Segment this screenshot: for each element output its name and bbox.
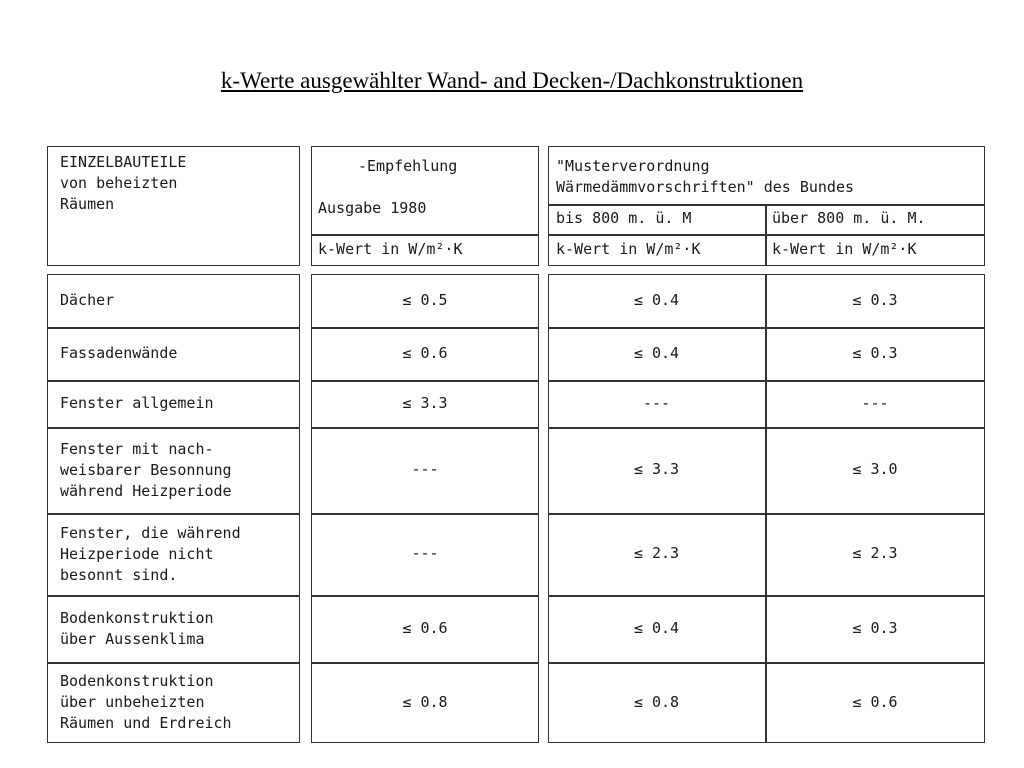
row-value: ≤ 0.6 — [402, 343, 448, 362]
header-altitude-low: bis 800 m. ü. M — [556, 209, 692, 227]
row-value: ≤ 3.0 — [852, 460, 898, 478]
row-label: Fenster mit nach- weisbarer Besonnung während Heizperiode — [60, 439, 232, 500]
row-divider — [311, 380, 539, 382]
page-title: k-Werte ausgewählter Wand- and Decken-/Dachkonstruktionen — [220, 68, 804, 93]
header-recommendation: -Empfehlung — [358, 157, 458, 175]
row-value: ≤ 2.3 — [633, 544, 680, 562]
row-label: Fenster, die während Heizperiode nicht besonnt sind. — [60, 523, 241, 584]
row-value: ≤ 0.4 — [633, 290, 680, 309]
row-divider — [47, 662, 300, 664]
row-value: ≤ 0.8 — [633, 692, 680, 711]
row-divider — [47, 513, 300, 515]
row-divider — [548, 513, 985, 515]
row-value: --- — [411, 460, 439, 478]
row-divider — [548, 327, 985, 329]
row-divider — [548, 427, 985, 429]
row-label: Fenster allgemein — [60, 394, 214, 412]
header-unit-high: k-Wert in W/m²·K — [772, 240, 917, 258]
row-value: ≤ 0.3 — [852, 343, 898, 362]
divider — [311, 234, 539, 236]
header-unit-low: k-Wert in W/m²·K — [556, 240, 701, 258]
row-value: --- — [861, 393, 889, 412]
row-value: ≤ 3.3 — [402, 393, 448, 412]
header-unit: k-Wert in W/m²·K — [318, 240, 463, 258]
row-value: ≤ 0.5 — [402, 290, 448, 309]
row-label: Fassadenwände — [60, 344, 178, 362]
row-value: ≤ 0.4 — [633, 618, 680, 637]
row-label: Bodenkonstruktion über unbeheizten Räumen und Erdreich — [60, 672, 232, 732]
row-divider — [311, 513, 539, 515]
header-regulation: "Musterverordnung Wärmedämmvorschriften" des Bundes — [556, 157, 855, 196]
row-divider — [548, 662, 985, 664]
row-divider — [311, 327, 539, 329]
row-value: --- — [642, 393, 671, 412]
row-value: ≤ 0.8 — [402, 692, 448, 711]
header-component: EINZELBAUTEILE von beheizten Räumen — [60, 153, 187, 213]
row-value: ≤ 0.4 — [633, 343, 680, 362]
header-edition: Ausgabe 1980 — [318, 199, 427, 217]
row-divider — [548, 595, 985, 597]
row-value: ≤ 0.3 — [852, 290, 898, 309]
row-value: ≤ 0.3 — [852, 618, 898, 637]
row-label: Bodenkonstruktion über Aussenklima — [60, 608, 214, 648]
row-value: ≤ 2.3 — [852, 544, 898, 562]
row-divider — [311, 662, 539, 664]
row-value: ≤ 0.6 — [852, 692, 898, 711]
row-label: Dächer — [60, 291, 115, 309]
row-divider — [548, 380, 985, 382]
divider — [548, 234, 985, 236]
divider — [548, 204, 985, 206]
row-divider — [47, 427, 300, 429]
row-divider — [47, 595, 300, 597]
header-altitude-high: über 800 m. ü. M. — [772, 209, 926, 227]
divider — [765, 204, 767, 266]
row-divider — [47, 380, 300, 382]
row-value: ≤ 0.6 — [402, 618, 448, 637]
row-value: ≤ 3.3 — [633, 460, 680, 478]
row-value: --- — [411, 544, 439, 562]
row-divider — [47, 327, 300, 329]
row-divider — [311, 595, 539, 597]
row-divider — [311, 427, 539, 429]
